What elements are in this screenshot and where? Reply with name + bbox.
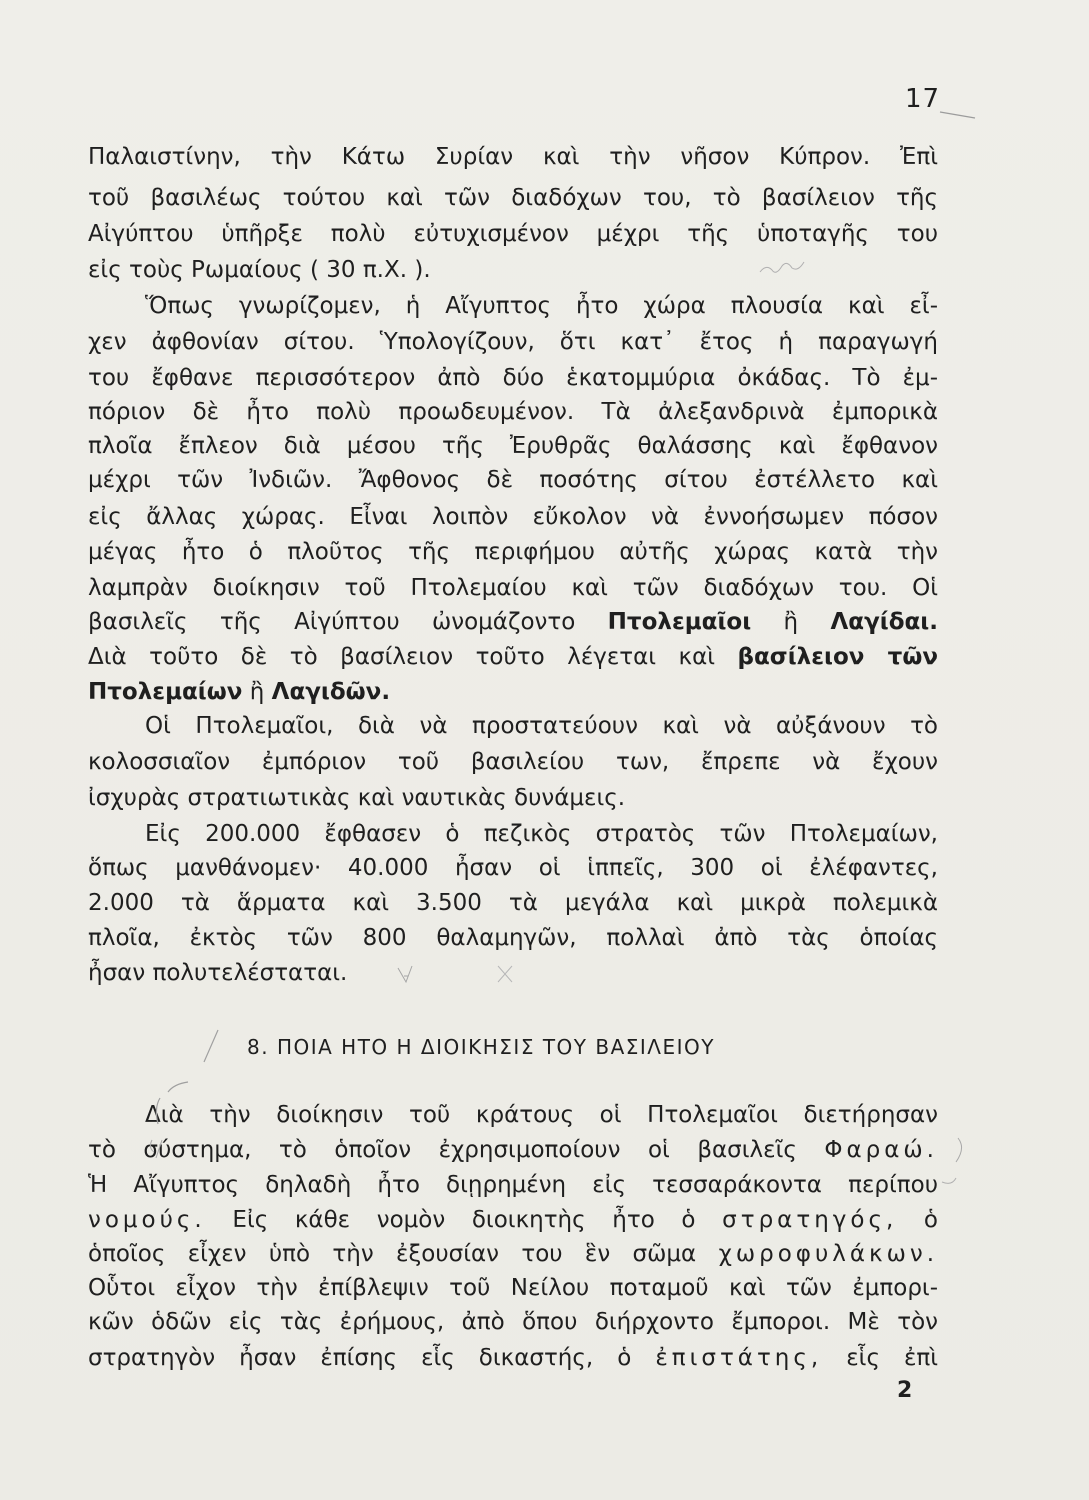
text-line: πλοῖα, ἐκτὸς τῶν 800 θαλαμηγῶν, πολλαὶ ἀπὸ τὰς ὁποίας	[88, 925, 938, 951]
line-text: βασιλεῖς τῆς Αἰγύπτου ὠνομάζοντο	[88, 609, 576, 635]
text-line: πλοῖα ἔπλεον διὰ μέσου τῆς Ἐρυθρᾶς θαλάσσης καὶ ἔφθανον	[88, 433, 938, 459]
text-line	[88, 1203, 938, 1237]
text-line: κῶν ὁδῶν εἰς τὰς ἐρήμους, ἀπὸ ὅπου διήρχοντο ἔμποροι. Μὲ τὸν	[88, 1309, 938, 1335]
bold-term: Λαγιδῶν.	[271, 679, 391, 705]
text-line	[88, 1133, 938, 1167]
line-text: Διὰ τοῦτο δὲ τὸ βασίλειον τοῦτο λέγεται καὶ	[88, 644, 716, 670]
bold-term: Πτολεμαῖοι	[607, 609, 752, 635]
text-line	[88, 1341, 938, 1375]
text-line: Οὗτοι εἶχον τὴν ἐπίβλεψιν τοῦ Νείλου ποταμοῦ καὶ τῶν ἐμπορι-	[88, 1275, 938, 1301]
text-line: 2.000 τὰ ἅρματα καὶ 3.500 τὰ μεγάλα καὶ μικρὰ πολεμικὰ	[88, 890, 938, 916]
text-line: ἦσαν πολυτελέσταται.	[88, 960, 348, 986]
text-line: Ἡ Αἴγυπτος δηλαδὴ ἦτο διῃρημένη εἰς τεσσαράκοντα περίπου	[88, 1172, 938, 1198]
text-line: μέγας ἦτο ὁ πλοῦτος τῆς περιφήμου αὐτῆς χώρας κατὰ τὴν	[88, 539, 938, 565]
text-line: Αἰγύπτου ὑπῆρξε πολὺ εὐτυχισμένον μέχρι τῆς ὑποταγῆς του	[88, 221, 938, 247]
text-line: τοῦ βασιλέως τούτου καὶ τῶν διαδόχων του, τὸ βασίλειον τῆς	[88, 185, 938, 211]
text-line: μέχρι τῶν Ἰνδιῶν. Ἄφθονος δὲ ποσότης σίτου ἐστέλλετο καὶ	[88, 467, 938, 493]
text-line: Παλαιστίνην, τὴν Κάτω Συρίαν καὶ τὴν νῆσον Κύπρον. Ἐπὶ	[88, 144, 938, 170]
text-line: κολοσσιαῖον ἐμπόριον τοῦ βασιλείου των, ἔπρεπε νὰ ἔχουν	[88, 749, 938, 775]
signature-number: 2	[897, 1378, 913, 1403]
text-line: λαμπρὰν διοίκησιν τοῦ Πτολεμαίου καὶ τῶν διαδόχων του. Οἱ	[88, 575, 938, 601]
text-line: Διὰ τὴν διοίκησιν τοῦ κράτους οἱ Πτολεμαῖοι διετήρησαν	[145, 1102, 938, 1128]
spaced-term: χωροφυλάκων.	[718, 1241, 939, 1267]
text-line: χεν ἀφθονίαν σίτου. Ὑπολογίζουν, ὅτι κατ᾽ ἔτος ἡ παραγωγή	[88, 329, 938, 355]
text-line	[88, 1237, 938, 1271]
section-heading: 8. ΠΟΙΑ ΗΤΟ Η ΔΙΟΙΚΗΣΙΣ ΤΟΥ ΒΑΣΙΛΕΙΟΥ	[247, 1035, 715, 1059]
text-line: ἰσχυρὰς στρατιωτικὰς καὶ ναυτικὰς δυνάμεις.	[88, 785, 626, 811]
line-text: ἢ	[249, 679, 265, 705]
bold-term: Λαγίδαι.	[830, 609, 939, 635]
text-line: εἰς τοὺς Ρωμαίους ( 30 π.Χ. ).	[88, 257, 431, 283]
spaced-term: Φαραώ.	[824, 1137, 938, 1163]
spaced-term: ἐπιστάτης,	[655, 1345, 823, 1371]
bold-term: Πτολεμαίων	[88, 679, 243, 705]
text-line: ὅπως μανθάνομεν· 40.000 ἦσαν οἱ ἱππεῖς, 300 οἱ ἐλέφαντες,	[88, 855, 938, 881]
text-line: πόριον δὲ ἦτο πολὺ προωδευμένον. Τὰ ἀλεξανδρινὰ ἐμπορικὰ	[88, 399, 938, 425]
text-line: Εἰς 200.000 ἔφθασεν ὁ πεζικὸς στρατὸς τῶν Πτολεμαίων,	[145, 821, 938, 847]
line-text: τὸ σύστημα, τὸ ὁποῖον ἐχρησιμοποίουν οἱ βασιλεῖς	[88, 1137, 797, 1163]
bold-term: βασίλειον τῶν	[737, 644, 938, 670]
line-text: ὁ	[923, 1207, 938, 1233]
line-text: ἢ	[783, 609, 799, 635]
line-text: στρατηγὸν ἦσαν ἐπίσης εἷς δικαστής, ὁ	[88, 1345, 632, 1371]
text-line: εἰς ἄλλας χώρας. Εἶναι λοιπὸν εὔκολον νὰ ἐννοήσωμεν πόσον	[88, 504, 938, 530]
text-line	[88, 605, 938, 639]
spaced-term: στρατηγός,	[722, 1207, 898, 1233]
text-line: του ἔφθανε περισσότερον ἀπὸ δύο ἑκατομμύρια ὀκάδας. Τὸ ἐμ-	[88, 365, 938, 391]
line-text: εἷς ἐπὶ	[846, 1345, 939, 1371]
text-line	[88, 640, 938, 674]
text-line: Ὅπως γνωρίζομεν, ἡ Αἴγυπτος ἦτο χώρα πλουσία καὶ εἶ-	[145, 293, 938, 319]
spaced-term: νομούς.	[88, 1207, 206, 1233]
text-line	[88, 675, 938, 709]
text-line: Οἱ Πτολεμαῖοι, διὰ νὰ προστατεύουν καὶ νὰ αὐξάνουν τὸ	[145, 713, 938, 739]
line-text: ὁποῖος εἶχεν ὑπὸ τὴν ἐξουσίαν του ἓν σῶμα	[88, 1241, 697, 1267]
page-number: 17	[905, 84, 941, 114]
line-text: Εἰς κάθε νομὸν διοικητὴς ἦτο ὁ	[232, 1207, 696, 1233]
